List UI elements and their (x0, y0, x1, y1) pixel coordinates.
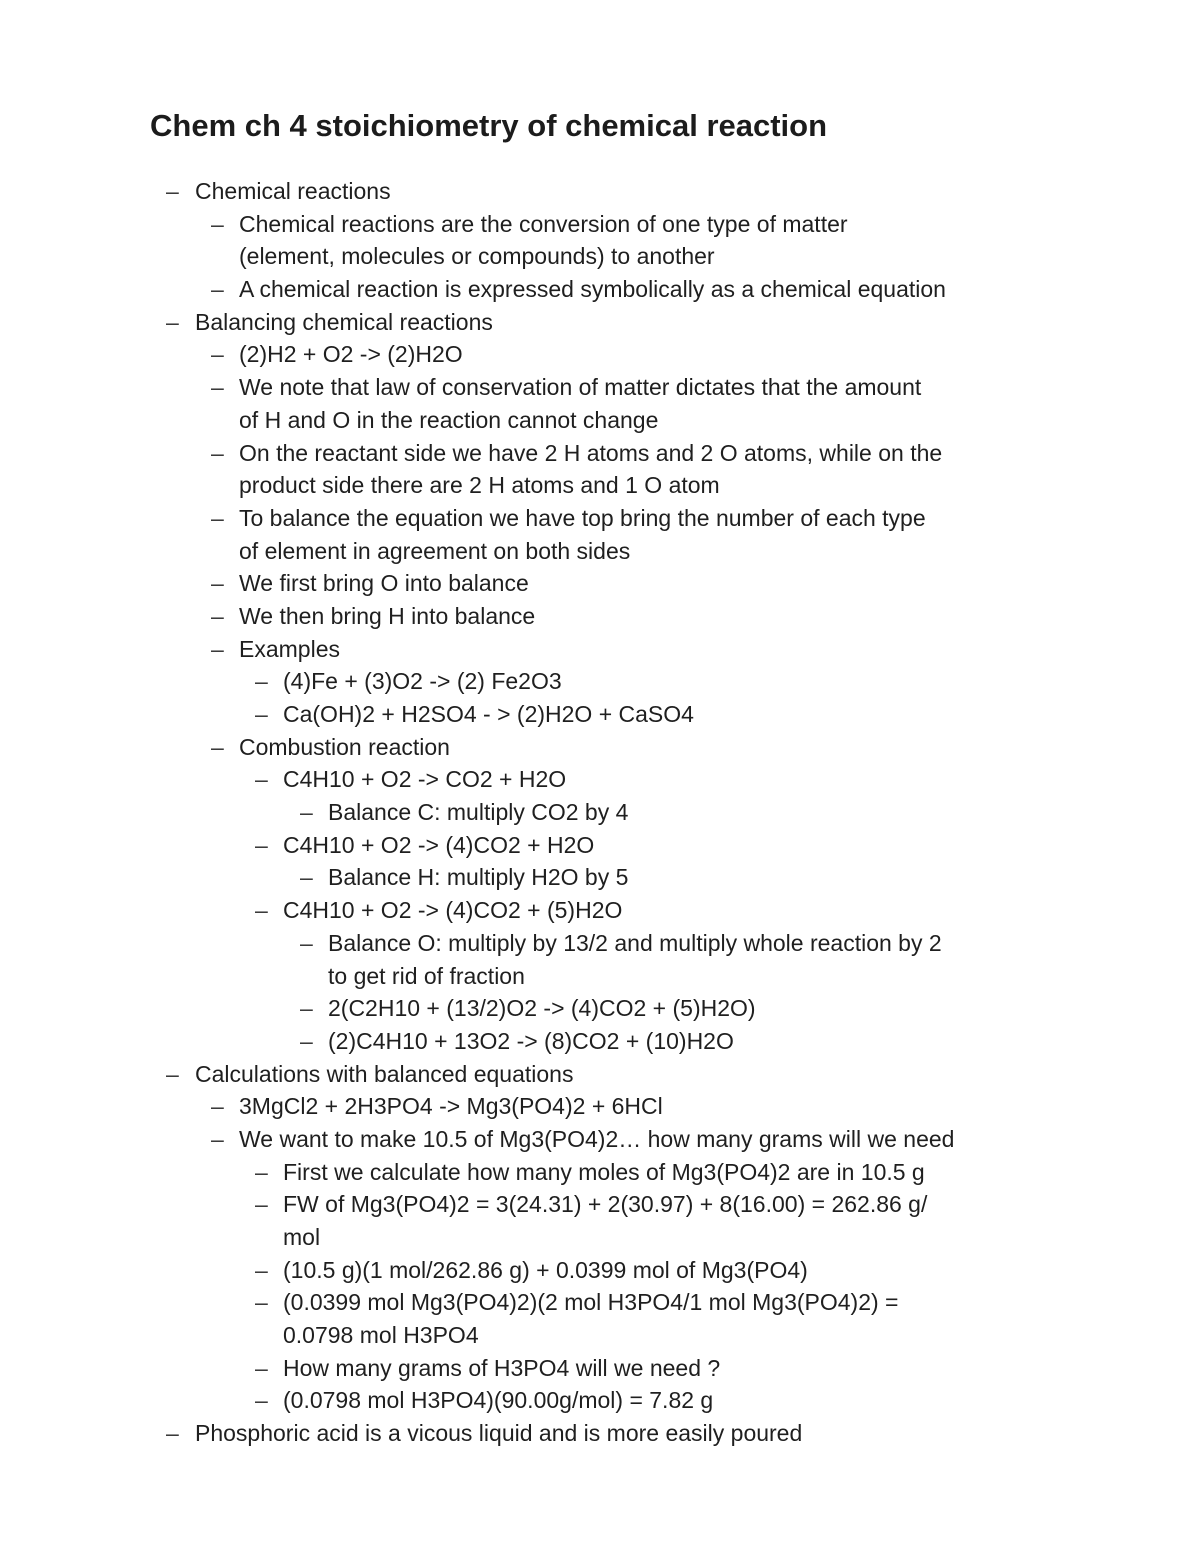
list-item-text: (element, molecules or compounds) to another (239, 243, 715, 270)
bullet-dash: – (211, 210, 224, 237)
bullet-dash: – (300, 1027, 313, 1054)
list-item (0, 829, 1200, 862)
bullet-dash: – (255, 831, 268, 858)
list-item-text: Ca(OH)2 + H2SO4 - > (2)H2O + CaSO4 (283, 701, 694, 727)
list-item (0, 208, 1200, 241)
bullet-dash: – (255, 701, 268, 727)
bullet-dash: – (211, 439, 224, 466)
list-item (0, 927, 1200, 960)
bullet-dash: – (211, 276, 224, 303)
list-item (0, 1254, 1200, 1287)
list-item (0, 1384, 1200, 1417)
list-item-text: (4)Fe + (3)O2 -> (2) Fe2O3 (283, 668, 562, 695)
bullet-dash: – (166, 1060, 179, 1087)
list-item-text: We note that law of conservation of matter dictates that the amount (239, 374, 922, 401)
bullet-dash: – (255, 1191, 268, 1218)
list-item-text: (10.5 g)(1 mol/262.86 g) + 0.0399 mol of Mg3(PO4) (283, 1256, 808, 1283)
list-item (0, 992, 1200, 1025)
list-item-text: First we calculate how many moles of Mg3(PO4)2 are in 10.5 g (283, 1158, 925, 1185)
list-item-text: To balance the equation we have top bring the number of each type (239, 504, 926, 531)
list-item (0, 698, 1200, 731)
list-item (0, 633, 1200, 666)
list-item-continuation (0, 960, 1200, 993)
bullet-dash: – (255, 1256, 268, 1283)
list-item-text: to get rid of fraction (328, 962, 525, 989)
bullet-dash: – (255, 897, 268, 924)
list-item (0, 175, 1200, 208)
list-item (0, 1188, 1200, 1221)
list-item-text: Balance C: multiply CO2 by 4 (328, 799, 629, 826)
list-item-text: of H and O in the reaction cannot change (239, 406, 659, 433)
list-item-text: (0.0798 mol H3PO4)(90.00g/mol) = 7.82 g (283, 1387, 714, 1414)
list-item-text: mol (283, 1224, 321, 1250)
list-item (0, 861, 1200, 894)
bullet-dash: – (211, 602, 224, 629)
bullet-dash: – (300, 929, 313, 956)
list-item (0, 763, 1200, 796)
list-item (0, 731, 1200, 764)
list-item-text: C4H10 + O2 -> (4)CO2 + (5)H2O (283, 897, 623, 924)
bullet-dash: – (166, 178, 179, 204)
list-item-continuation (0, 1319, 1200, 1352)
list-item-text: C4H10 + O2 -> CO2 + H2O (283, 766, 567, 793)
bullet-notes (0, 175, 1200, 1450)
bullet-dash: – (211, 570, 224, 597)
bullet-dash: – (166, 1420, 179, 1447)
list-item (0, 796, 1200, 829)
bullet-dash: – (300, 864, 313, 891)
list-item-text: We want to make 10.5 of Mg3(PO4)2… how many grams will we need (239, 1125, 955, 1152)
list-item (0, 665, 1200, 698)
bullet-dash: – (300, 799, 313, 826)
list-item-text: We first bring O into balance (239, 570, 529, 597)
list-item-text: We then bring H into balance (239, 602, 536, 629)
list-item-text: (0.0399 mol Mg3(PO4)2)(2 mol H3PO4/1 mol Mg3(PO4)2) = (283, 1289, 899, 1316)
list-item-text: Calculations with balanced equations (195, 1060, 574, 1087)
list-item-text: FW of Mg3(PO4)2 = 3(24.31) + 2(30.97) + 8(16.00) = 262.86 g/ (283, 1191, 928, 1218)
bullet-dash: – (300, 995, 313, 1022)
list-item (0, 1058, 1200, 1091)
list-item (0, 567, 1200, 600)
list-item-text: Phosphoric acid is a vicous liquid and is more easily poured (195, 1420, 803, 1447)
bullet-dash: – (211, 374, 224, 401)
bullet-dash: – (255, 1354, 268, 1381)
bullet-dash: – (211, 1125, 224, 1152)
list-item-text: 2(C2H10 + (13/2)O2 -> (4)CO2 + (5)H2O) (328, 995, 756, 1022)
bullet-dash: – (211, 733, 224, 760)
list-item (0, 1090, 1200, 1123)
list-item (0, 338, 1200, 371)
list-item-continuation (0, 240, 1200, 273)
list-item (0, 600, 1200, 633)
list-item-text: Combustion reaction (239, 733, 450, 760)
list-item (0, 1417, 1200, 1450)
list-item-continuation (0, 1221, 1200, 1254)
list-item (0, 1286, 1200, 1319)
list-item (0, 894, 1200, 927)
bullet-dash: – (255, 668, 268, 695)
list-item-text: Balance O: multiply by 13/2 and multiply whole reaction by 2 (328, 929, 942, 956)
bullet-dash: – (255, 1158, 268, 1185)
list-item (0, 306, 1200, 339)
bullet-dash: – (255, 766, 268, 793)
list-item-continuation (0, 404, 1200, 437)
bullet-dash: – (211, 504, 224, 531)
list-item-text: Balance H: multiply H2O by 5 (328, 864, 629, 891)
list-item (0, 371, 1200, 404)
list-item-text: Balancing chemical reactions (195, 308, 493, 335)
list-item (0, 273, 1200, 306)
list-item (0, 437, 1200, 470)
list-item-text: of element in agreement on both sides (239, 537, 631, 564)
bullet-dash: – (211, 341, 224, 368)
list-item (0, 1352, 1200, 1385)
list-item (0, 1025, 1200, 1058)
bullet-dash: – (166, 308, 179, 335)
list-item-text: On the reactant side we have 2 H atoms and 2 O atoms, while on the (239, 439, 943, 466)
bullet-dash: – (255, 1387, 268, 1414)
list-item-text: C4H10 + O2 -> (4)CO2 + H2O (283, 831, 595, 858)
list-item-text: A chemical reaction is expressed symbolically as a chemical equation (239, 276, 946, 303)
list-item-text: Chemical reactions (195, 178, 391, 204)
list-item-text: 3MgCl2 + 2H3PO4 -> Mg3(PO4)2 + 6HCl (239, 1093, 663, 1120)
page-title: Chem ch 4 stoichiometry of chemical reaction (150, 108, 828, 143)
list-item-text: Examples (239, 635, 340, 662)
list-item (0, 1156, 1200, 1189)
list-item (0, 502, 1200, 535)
list-item-text: (2)C4H10 + 13O2 -> (8)CO2 + (10)H2O (328, 1027, 734, 1054)
list-item-continuation (0, 469, 1200, 502)
list-item-text: (2)H2 + O2 -> (2)H2O (239, 341, 463, 368)
list-item-continuation (0, 535, 1200, 568)
list-item-text: Chemical reactions are the conversion of one type of matter (239, 210, 848, 237)
list-item-text: How many grams of H3PO4 will we need ? (283, 1354, 721, 1381)
bullet-dash: – (211, 1093, 224, 1120)
list-item-text: product side there are 2 H atoms and 1 O atom (239, 472, 720, 499)
list-item-text: 0.0798 mol H3PO4 (283, 1322, 479, 1349)
bullet-dash: – (255, 1289, 268, 1316)
list-item (0, 1123, 1200, 1156)
bullet-dash: – (211, 635, 224, 662)
